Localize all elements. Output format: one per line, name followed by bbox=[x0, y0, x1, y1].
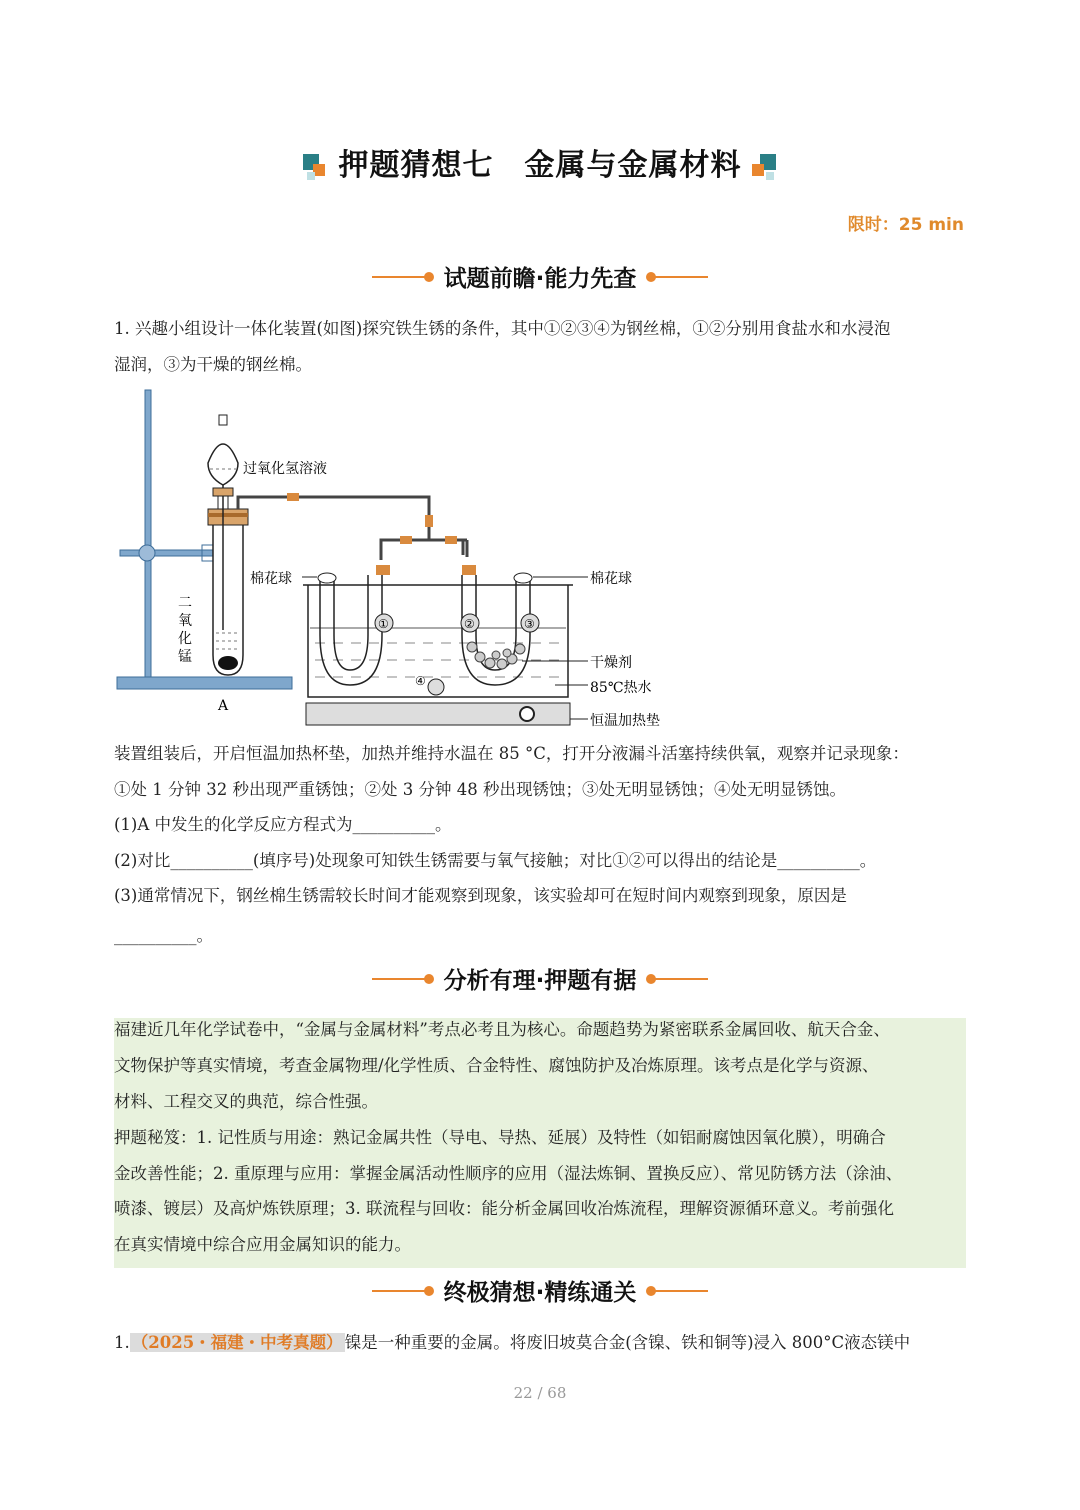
label-cotton-right: 棉花球 bbox=[590, 571, 632, 587]
label-heater: 恒温加热垫 bbox=[590, 713, 660, 729]
analysis-line7: 在真实情境中综合应用金属知识的能力。 bbox=[114, 1235, 411, 1254]
svg-text:②: ② bbox=[464, 617, 475, 631]
title-deco-left-icon bbox=[303, 152, 331, 182]
analysis-line3: 材料、工程交叉的典范，综合性强。 bbox=[114, 1092, 378, 1111]
desiccant-beads bbox=[467, 642, 525, 669]
section-header-2: 分析有理·押题有据 bbox=[0, 962, 1080, 996]
title-text: 押题猜想七 金属与金属材料 bbox=[338, 148, 742, 183]
analysis-line6: 喷漆、镀层）及高炉炼铁原理；3. 联流程与回收：能分析金属回收冶炼流程，理解资源循环意义。考前强化 bbox=[114, 1199, 894, 1218]
q1-sub3-blank: __________。 bbox=[114, 926, 213, 945]
analysis-line2: 文物保护等真实情境，考查金属物理/化学性质、合金特性、腐蚀防护及冶炼原理。该考点是化学与资源、 bbox=[114, 1056, 879, 1075]
analysis-line4: 押题秘笈：1. 记性质与用途：熟记金属共性（导电、导热、延展）及特性（如铝耐腐蚀因氧化膜），明确合 bbox=[114, 1128, 886, 1147]
q1-desc-line1: 装置组装后，开启恒温加热杯垫，加热并维持水温在 85 °C，打开分液漏斗活塞持续供氧，观察并记录现象： bbox=[114, 744, 909, 763]
svg-text:化: 化 bbox=[178, 631, 192, 647]
cotton-ball-right-icon bbox=[514, 573, 532, 583]
analysis-line5: 金改善性能；2. 重原理与应用：掌握金属活动性顺序的应用（湿法炼铜、置换反应）、常见防锈方法（涂油、 bbox=[114, 1164, 903, 1183]
apparatus-figure bbox=[110, 385, 700, 730]
page-title bbox=[0, 140, 1080, 184]
iron-stand bbox=[117, 390, 292, 689]
svg-text:锰: 锰 bbox=[178, 649, 192, 665]
water-bath bbox=[303, 585, 573, 725]
section-header-3: 终极猜想·精练通关 bbox=[0, 1274, 1080, 1308]
label-hot-water: 85℃热水 bbox=[590, 680, 652, 696]
svg-text:①: ① bbox=[378, 617, 389, 631]
label-a: A bbox=[218, 698, 229, 714]
svg-text:氧: 氧 bbox=[178, 613, 192, 629]
source-tag: （2025・福建・中考真题） bbox=[131, 1333, 343, 1352]
gas-tubes bbox=[238, 497, 467, 560]
label-h2o2: 过氧化氢溶液 bbox=[243, 461, 327, 477]
time-limit: 限时：25 min bbox=[847, 215, 964, 235]
final-question-text: 镍是一种重要的金属。将废旧坡莫合金(含镍、铁和铜等)浸入 800°C液态镁中 bbox=[344, 1333, 911, 1352]
u-tube-left bbox=[320, 575, 382, 685]
final-question bbox=[114, 1325, 969, 1361]
final-question-number: 1. bbox=[114, 1333, 130, 1352]
q1-sub1: (1)A 中发生的化学反应方程式为__________。 bbox=[114, 815, 452, 834]
q1-sub2: (2)对比__________(填序号)处现象可知铁生锈需要与氧气接触；对比①②可以得出的结论是__________。 bbox=[114, 851, 877, 870]
svg-text:④: ④ bbox=[415, 674, 426, 688]
section-header-1: 试题前瞻·能力先查 bbox=[0, 260, 1080, 294]
page-number: 22 / 68 bbox=[513, 1384, 567, 1402]
title-deco-right-icon bbox=[750, 152, 778, 182]
analysis-line1: 福建近几年化学试卷中，“金属与金属材料”考点必考且为核心。命题趋势为紧密联系金属回收、航天合金、 bbox=[114, 1020, 890, 1039]
q1-intro-line1: 1. 兴趣小组设计一体化装置(如图)探究铁生锈的条件，其中①②③④为钢丝棉，①②分别用食盐水和水浸泡 bbox=[114, 319, 891, 338]
label-mno2-1: 二 bbox=[178, 595, 192, 611]
svg-text:③: ③ bbox=[524, 617, 535, 631]
label-cotton-left: 棉花球 bbox=[250, 571, 292, 587]
q1-sub3: (3)通常情况下，钢丝棉生锈需较长时间才能观察到现象，该实验却可在短时间内观察到现象，原因是 bbox=[114, 886, 847, 905]
cotton-ball-left-icon bbox=[318, 573, 336, 583]
q1-intro-line2: 湿润，③为干燥的钢丝棉。 bbox=[114, 355, 312, 374]
test-tube-a bbox=[208, 415, 248, 675]
label-desiccant: 干燥剂 bbox=[590, 655, 632, 671]
q1-desc-line2: ①处 1 分钟 32 秒出现严重锈蚀；②处 3 分钟 48 秒出现锈蚀；③处无明显锈蚀；④处无明显锈蚀。 bbox=[114, 780, 846, 799]
